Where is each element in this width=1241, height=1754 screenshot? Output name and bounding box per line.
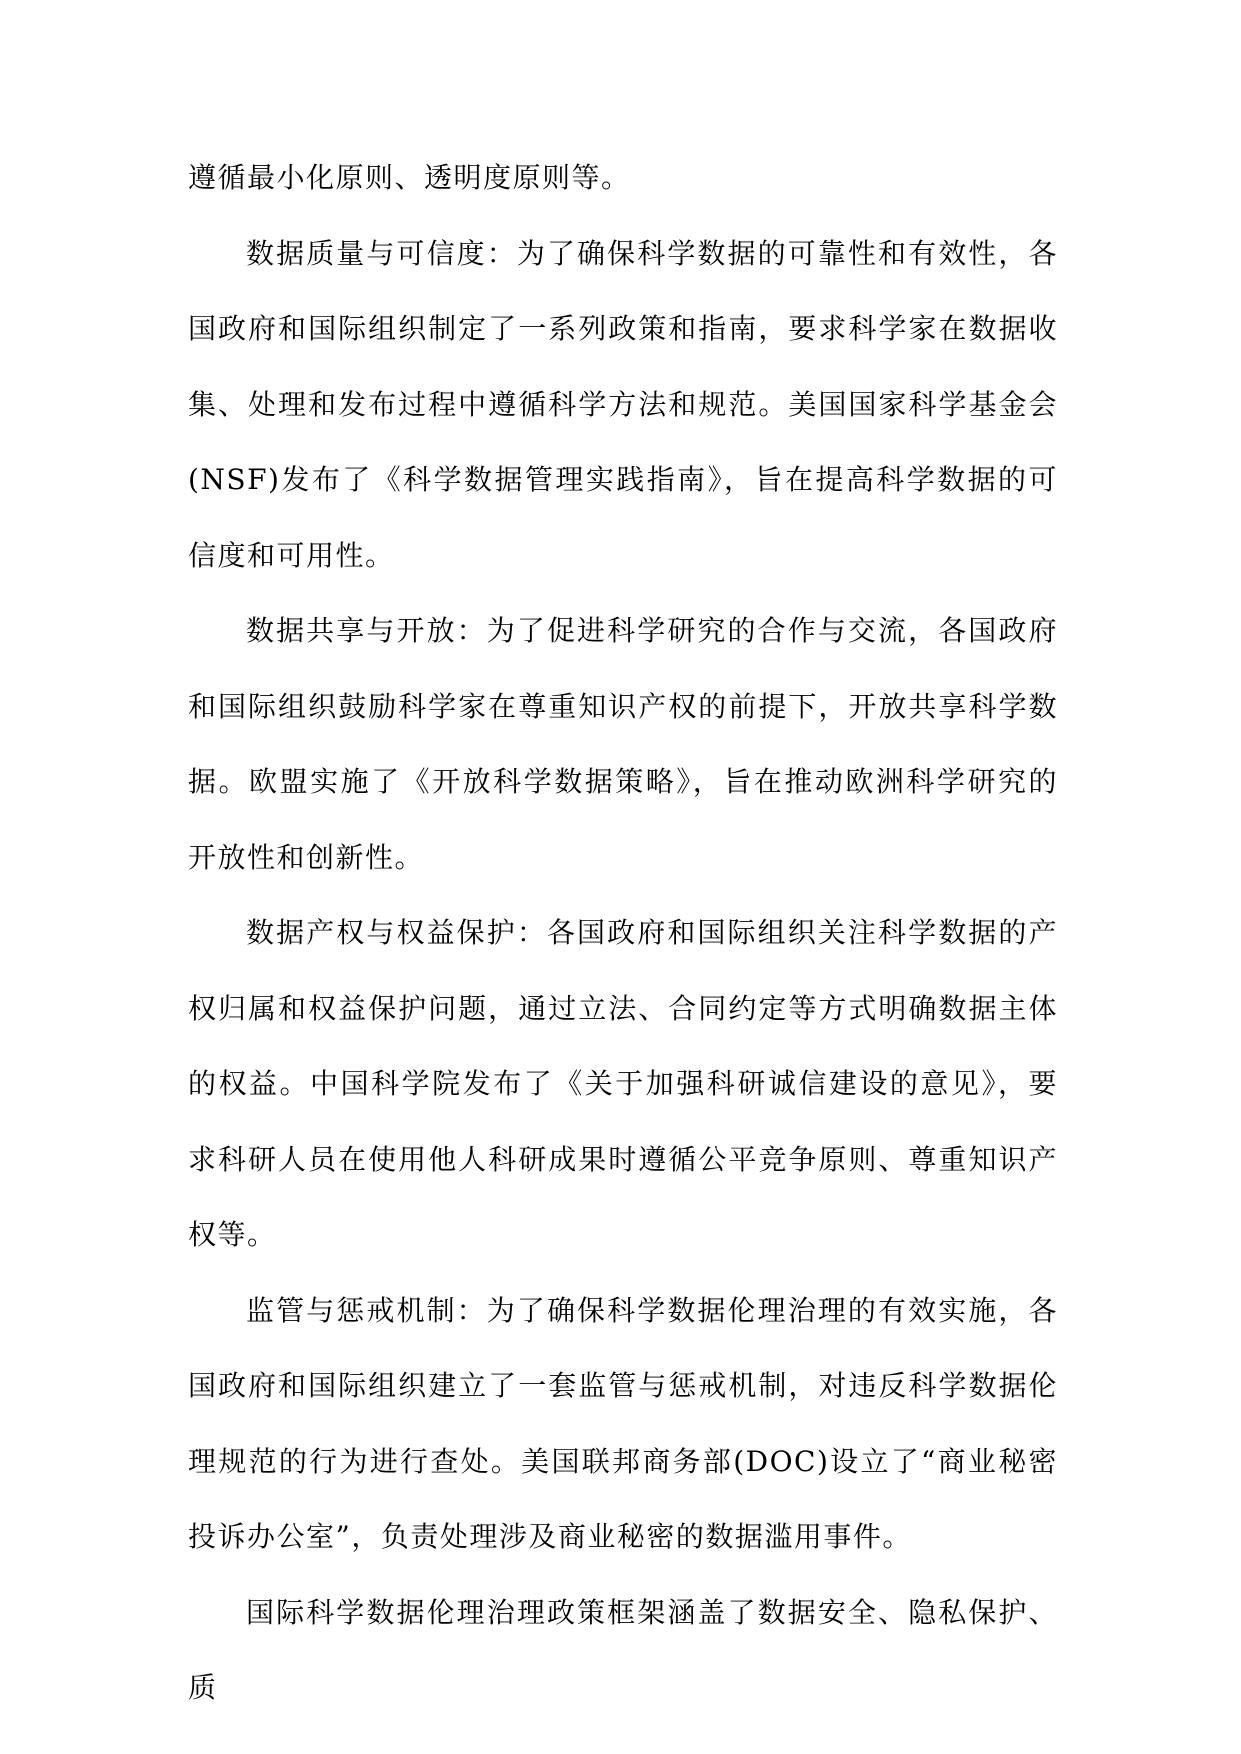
paragraph-data-sharing: 数据共享与开放：为了促进科学研究的合作与交流，各国政府和国际组织鼓励科学家在尊重知识产权的前提下，开放共享科学数据。欧盟实施了《开放科学数据策略》，旨在推动欧洲科学研究的开放性和创新性。 (188, 614, 1058, 874)
body-text (188, 140, 1058, 1726)
paragraph-data-quality: 数据质量与可信度：为了确保科学数据的可靠性和有效性，各国政府和国际组织制定了一系列政策和指南，要求科学家在数据收集、处理和发布过程中遵循科学方法和规范。美国国家科学基金会(NSF)发布了《科学数据管理实践指南》，旨在提高科学数据的可信度和可用性。 (188, 236, 1058, 572)
paragraph-continuation: 遵循最小化原则、透明度原则等。 (188, 161, 631, 194)
paragraph-framework: 国际科学数据伦理治理政策框架涵盖了数据安全、隐私保护、质 (188, 1595, 1058, 1704)
paragraph-data-rights: 数据产权与权益保护：各国政府和国际组织关注科学数据的产权归属和权益保护问题，通过立法、合同约定等方式明确数据主体的权益。中国科学院发布了《关于加强科研诚信建设的意见》，要求科研人员在使用他人科研成果时遵循公平竞争原则、尊重知识产权等。 (188, 916, 1058, 1251)
paragraph-supervision: 监管与惩戒机制：为了确保科学数据伦理治理的有效实施，各国政府和国际组织建立了一套监管与惩戒机制，对违反科学数据伦理规范的行为进行查处。美国联邦商务部(DOC)设立了“商业秘密投诉办公室”，负责处理涉及商业秘密的数据滥用事件。 (188, 1293, 1058, 1553)
